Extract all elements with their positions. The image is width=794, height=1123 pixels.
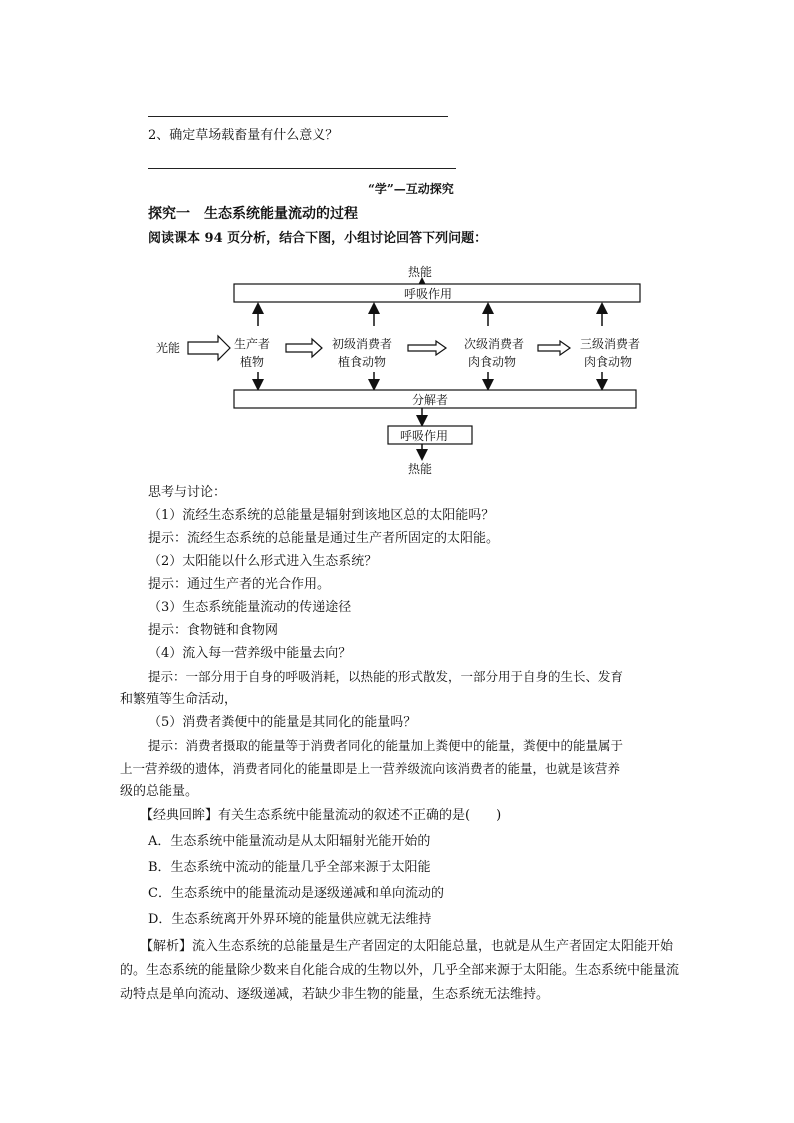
classic-option-c: C．生态系统中的能量流动是逐级递减和单向流动的 bbox=[148, 886, 444, 901]
discussion-q3: （3）生态系统能量流动的传递途径 bbox=[148, 600, 352, 615]
discussion-q2: （2）太阳能以什么形式进入生态系统？ bbox=[148, 554, 378, 569]
instruction: 阅读课本 94 页分析，结合下图，小组讨论回答下列问题： bbox=[148, 231, 488, 246]
node-primary-line2: 植食动物 bbox=[338, 355, 387, 369]
classic-stem: 【经典回眸】有关生态系统中能量流动的叙述不正确的是( ) bbox=[140, 808, 502, 823]
section-title: “学”—互动探究 bbox=[368, 182, 454, 196]
discussion-a1: 提示：流经生态系统的总能量是通过生产者所固定的太阳能。 bbox=[148, 531, 500, 546]
node-secondary-line1: 次级消费者 bbox=[464, 337, 525, 351]
node-tertiary-line2: 肉食动物 bbox=[584, 355, 633, 369]
primary-to-secondary-arrow bbox=[408, 341, 446, 355]
discussion-a5-line3: 级的总能量。 bbox=[120, 784, 199, 799]
classic-option-d: D．生态系统离开外界环境的能量供应就无法维持 bbox=[148, 912, 432, 927]
discussion-a4-line1: 提示：一部分用于自身的呼吸消耗，以热能的形式散发，一部分用于自身的生长、发育 bbox=[148, 669, 624, 684]
discussion-heading: 思考与讨论： bbox=[148, 485, 227, 500]
classic-analysis: 【解析】流入生态系统的总能量是生产者固定的太阳能总量，也就是从生产者固定太阳能开始的。生态系统的能量除少数来自化能合成的生物以外，几乎全部来源于太阳能。生态系统中能量流动特点是单向流动、逐级递减，若缺少非生物的能量，生态系统无法维持。 bbox=[120, 939, 680, 1002]
node-tertiary-line1: 三级消费者 bbox=[580, 337, 641, 351]
secondary-to-tertiary-arrow bbox=[538, 341, 570, 355]
light-to-producer-arrow bbox=[188, 336, 230, 360]
discussion-q4: （4）流入每一营养级中能量去向？ bbox=[148, 646, 352, 661]
top-heat-label: 热能 bbox=[408, 265, 433, 279]
light-energy-label: 光能 bbox=[156, 341, 181, 355]
decomposer-label: 分解者 bbox=[412, 393, 449, 407]
discussion-a4-line2: 和繁殖等生命活动， bbox=[120, 692, 238, 707]
discussion-a5-line2: 上一营养级的遗体，消费者同化的能量即是上一营养级流向该消费者的能量，也就是该营养 bbox=[120, 761, 621, 776]
energy-flow-diagram bbox=[146, 262, 686, 476]
discussion-a2: 提示：通过生产者的光合作用。 bbox=[148, 577, 331, 592]
node-producer-line2: 植物 bbox=[240, 355, 265, 369]
discussion-a3: 提示：食物链和食物网 bbox=[148, 623, 279, 638]
bottom-heat-label: 热能 bbox=[408, 462, 433, 476]
inquiry-title: 探究一 生态系统能量流动的过程 bbox=[148, 206, 358, 222]
question-2: 2、确定草场载畜量有什么意义？ bbox=[148, 128, 339, 143]
classic-option-b: B．生态系统中流动的能量几乎全部来源于太阳能 bbox=[148, 860, 431, 875]
producer-to-primary-arrow bbox=[286, 339, 322, 357]
discussion-q5: （5）消费者粪便中的能量是其同化的能量吗？ bbox=[148, 715, 417, 730]
discussion-a5-line1: 提示：消费者摄取的能量等于消费者同化的能量加上粪便中的能量，粪便中的能量属于 bbox=[148, 738, 624, 753]
node-secondary-line2: 肉食动物 bbox=[468, 355, 517, 369]
node-primary-line1: 初级消费者 bbox=[332, 337, 393, 351]
answer-line-2 bbox=[148, 168, 456, 169]
answer-line-1 bbox=[148, 116, 448, 117]
discussion-q1: （1）流经生态系统的总能量是辐射到该地区总的太阳能吗？ bbox=[148, 508, 495, 523]
respiration-bar-top-label: 呼吸作用 bbox=[404, 287, 453, 301]
node-producer-line1: 生产者 bbox=[234, 337, 271, 351]
classic-option-a: A．生态系统中能量流动是从太阳辐射光能开始的 bbox=[148, 834, 431, 849]
respiration-box-bottom-label: 呼吸作用 bbox=[400, 429, 449, 443]
